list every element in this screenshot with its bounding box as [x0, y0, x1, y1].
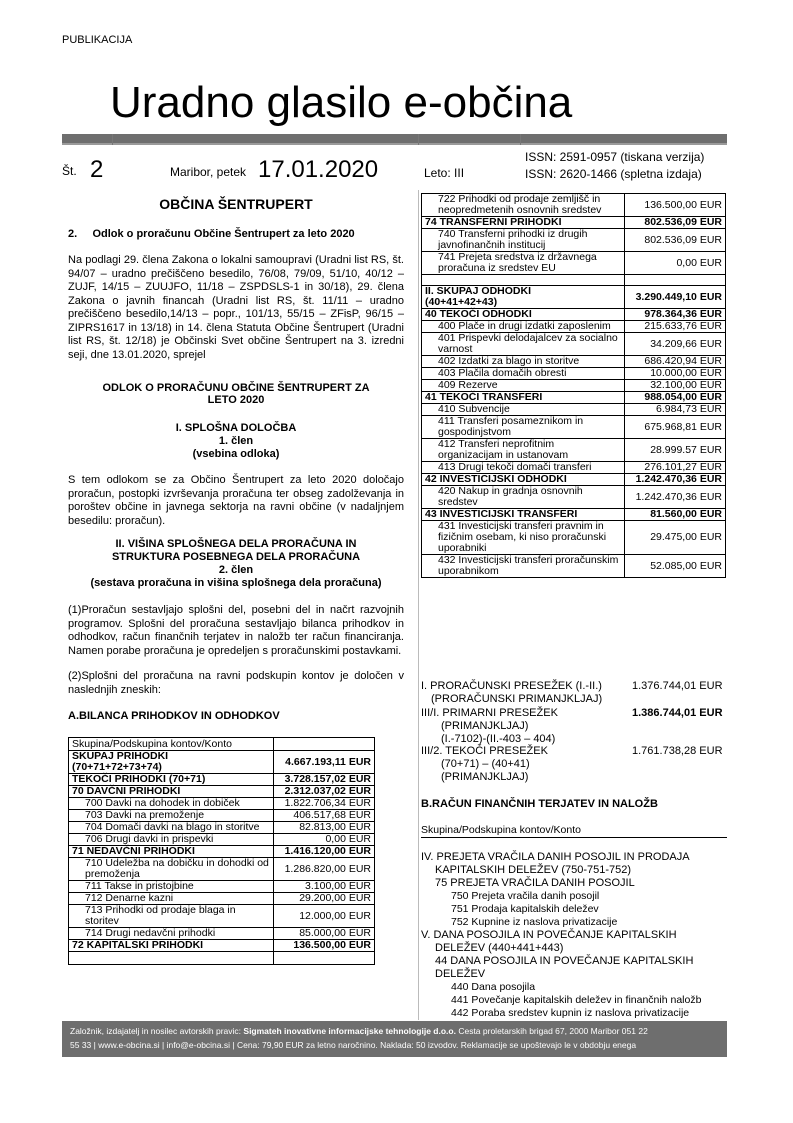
row-label: SKUPAJ PRIHODKI (70+71+72+73+74) — [69, 751, 274, 774]
decree-title-line2: LETO 2020 — [207, 394, 265, 406]
row-amount: 1.242.470,36 EUR — [625, 474, 726, 486]
row-amount: 52.085,00 EUR — [625, 555, 726, 578]
row-label: 403 Plačila domačih obresti — [422, 368, 625, 380]
row-label: 711 Takse in pristojbine — [69, 881, 274, 893]
row-amount: 3.728.157,02 EUR — [274, 774, 375, 786]
row-amount: 32.100,00 EUR — [625, 380, 726, 392]
row-label: 70 DAVČNI PRIHODKI — [69, 786, 274, 798]
row-amount: 6.984,73 EUR — [625, 404, 726, 416]
row-amount: 34.209,66 EUR — [625, 333, 726, 356]
decree-title-line1: ODLOK O PRORAČUNU OBČINE ŠENTRUPERT ZA — [102, 382, 370, 394]
row-amount: 2.312.037,02 EUR — [274, 786, 375, 798]
financial-line: V. DANA POSOJILA IN POVEČANJE KAPITALSKIH — [421, 929, 677, 941]
table-row — [422, 356, 726, 368]
table-row — [422, 286, 726, 309]
row-label: 41 TEKOČI TRANSFERI — [422, 392, 625, 404]
row-label: 412 Transferi neprofitnim organizacijam in ustanovam — [422, 439, 625, 462]
financial-line: DELEŽEV (440+441+443) — [435, 942, 564, 954]
table-row — [422, 380, 726, 392]
row-amount: 12.000,00 EUR — [274, 905, 375, 928]
row-amount: 215.633,76 EUR — [625, 321, 726, 333]
surplus-2-amount: 1.386.744,01 EUR — [632, 707, 723, 719]
row-amount: 3.290.449,10 EUR — [625, 286, 726, 309]
spacer-cell — [625, 275, 726, 286]
table-row — [69, 905, 375, 928]
footer-rest: Cena: 79,90 EUR za letno naročnino. Naklada: 50 izvodov. Reklamacije se upoštevajo le v obdobju enega — [236, 1040, 637, 1050]
table-row — [422, 309, 726, 321]
surplus-2 — [421, 707, 558, 746]
table-row — [69, 834, 375, 846]
row-amount: 1.822.706,34 EUR — [274, 798, 375, 810]
row-amount: 276.101,27 EUR — [625, 462, 726, 474]
section-1-title: I. SPLOŠNA DOLOČBA — [175, 422, 297, 434]
footer-line-2: 55 33 | www.e-obcina.si | info@e-obcina.si | Cena: 79,90 EUR za letno naročnino. Naklada: 50 izvodov. Reklamacije se upoštevajo le v obdobju enega — [70, 1040, 637, 1050]
row-label: 410 Subvencije — [422, 404, 625, 416]
row-amount: 3.100,00 EUR — [274, 881, 375, 893]
issue-label: Št. — [62, 164, 77, 178]
row-label: 402 Izdatki za blago in storitve — [422, 356, 625, 368]
table-row — [422, 555, 726, 578]
row-amount: 82.813,00 EUR — [274, 822, 375, 834]
section-1-article: 1. člen — [218, 435, 254, 447]
row-amount: 1.242.470,36 EUR — [625, 486, 726, 509]
table-row — [422, 404, 726, 416]
row-label: 713 Prihodki od prodaje blaga in storitev — [69, 905, 274, 928]
table-row — [422, 252, 726, 275]
row-amount: 10.000,00 EUR — [625, 368, 726, 380]
row-amount: 802.536,09 EUR — [625, 217, 726, 229]
budget-table-left — [68, 737, 375, 965]
section-2-title-line1: II. VIŠINA SPLOŠNEGA DELA PRORAČUNA IN — [115, 538, 357, 550]
footer-lead: Založnik, izdajatelj in nosilec avtorskih pravic: — [70, 1026, 242, 1036]
table-header-amount — [274, 738, 375, 751]
table-row — [69, 928, 375, 940]
issn-online: ISSN: 2620-1466 (spletna izdaja) — [525, 167, 702, 181]
financial-line: 750 Prejeta vračila danih posojil — [451, 890, 600, 902]
act-heading: 2. Odlok o proračunu Občine Šentrupert za leto 2020 — [68, 228, 355, 240]
row-label: 704 Domači davki na blago in storitve — [69, 822, 274, 834]
row-amount: 406.517,68 EUR — [274, 810, 375, 822]
row-amount: 988.054,00 EUR — [625, 392, 726, 404]
table-row — [69, 940, 375, 952]
intro-paragraph: Na podlagi 29. člena Zakona o lokalni samoupravi (Uradni list RS, št. 94/07 – uradno prečiščeno besedilo, 76/08, 79/09, 51/10, 40/12 – ZUJF, 14/15 – ZUUJFO, 11/18 – ZSPDSLS-1 in 30/18), 29. člena Zakona o javnih financah (Uradni list RS, št. 11/11 – uradno prečiščeno besedilo,14/13 – popr., 101/13, 55/15 – ZFisP, 96/15 – ZIPRS1617 in 13/18) in 14. člena Statuta Občine Šentrupert (Uradni list RS, št. 12/18) je Občinski Svet občine Šentrupert na 3. izredni seji, dne 13.01.2020, sprejel — [68, 254, 404, 361]
table-row — [69, 751, 375, 774]
row-label: 420 Nakup in gradnja osnovnih sredstev — [422, 486, 625, 509]
surplus-3 — [421, 745, 548, 784]
section-2-paragraph-1: (1)Proračun sestavljajo splošni del, posebni del in načrt razvojnih programov. Splošni del proračuna sestavljajo bilanca prihodkov in odhodkov, račun finančnih terjatev in naložb ter račun financiranja. Namen porabe proračuna je opredeljen s proračunskimi postavkami. — [68, 604, 404, 657]
row-label: 710 Udeležba na dobičku in dohodki od premoženja — [69, 858, 274, 881]
masthead-rule-lower — [62, 143, 727, 145]
spacer-cell — [274, 952, 375, 965]
row-amount: 4.667.193,11 EUR — [274, 751, 375, 774]
row-label: 42 INVESTICIJSKI ODHODKI — [422, 474, 625, 486]
row-label: 740 Transferni prihodki iz drugih javnofinančnih institucij — [422, 229, 625, 252]
rule-tick — [418, 134, 419, 145]
table-row — [422, 486, 726, 509]
financial-line: KAPITALSKIH DELEŽEV (750-751-752) — [435, 864, 632, 876]
spacer-row — [422, 275, 726, 286]
row-label: 712 Denarne kazni — [69, 893, 274, 905]
surplus-2-sub2: (I.-7102)-(II.-403 – 404) — [441, 733, 556, 745]
financial-lines — [421, 851, 727, 1020]
row-amount: 802.536,09 EUR — [625, 229, 726, 252]
section-2-title-line2: STRUKTURA POSEBNEGA DELA PRORAČUNA — [111, 551, 361, 563]
surplus-2-label: III/I. PRIMARNI PRESEŽEK — [421, 707, 558, 719]
financial-line: DELEŽEV — [435, 968, 486, 980]
masthead-rule — [62, 134, 727, 143]
table-row — [422, 229, 726, 252]
table-row — [69, 810, 375, 822]
table-row — [69, 798, 375, 810]
financial-title: B.RAČUN FINANČNIH TERJATEV IN NALOŽB — [421, 798, 658, 810]
footer-web-link[interactable]: www.e-obcina.si — [98, 1040, 160, 1050]
row-amount: 136.500,00 EUR — [274, 940, 375, 952]
surplus-1-sub: (PRORAČUNSKI PRIMANJKLJAJ) — [431, 693, 603, 705]
table-row — [422, 509, 726, 521]
row-label: 74 TRANSFERNI PRIHODKI — [422, 217, 625, 229]
row-label: 409 Rezerve — [422, 380, 625, 392]
financial-line: 442 Poraba sredstev kupnin iz naslova privatizacije — [451, 1007, 690, 1019]
spacer-cell — [69, 952, 274, 965]
table-row — [422, 521, 726, 555]
row-label: 401 Prispevki delodajalcev za socialno varnost — [422, 333, 625, 356]
row-label: 703 Davki na premoženje — [69, 810, 274, 822]
row-amount: 0,00 EUR — [625, 252, 726, 275]
year-label: Leto: III — [424, 166, 465, 180]
publication-label: PUBLIKACIJA — [62, 34, 133, 46]
table-row — [69, 822, 375, 834]
row-amount: 686.420,94 EUR — [625, 356, 726, 368]
row-amount: 0,00 EUR — [274, 834, 375, 846]
financial-line: 44 DANA POSOJILA IN POVEČANJE KAPITALSKIH — [435, 955, 694, 967]
row-amount: 978.364,36 EUR — [625, 309, 726, 321]
financial-line: 751 Prodaja kapitalskih deležev — [451, 903, 599, 915]
bilanca-title: A.BILANCA PRIHODKOV IN ODHODKOV — [68, 710, 280, 722]
financial-line: 440 Dana posojila — [451, 981, 536, 993]
column-divider — [418, 190, 419, 1020]
surplus-3-amount: 1.761.738,28 EUR — [632, 745, 723, 757]
masthead-title: Uradno glasilo e-občina — [110, 78, 573, 127]
row-amount: 28.999.57 EUR — [625, 439, 726, 462]
table-header: Skupina/Podskupina kontov/Konto — [69, 738, 274, 751]
table-row — [422, 392, 726, 404]
row-amount: 1.286.820,00 EUR — [274, 858, 375, 881]
row-amount: 29.475,00 EUR — [625, 521, 726, 555]
surplus-2-sub1: (PRIMANJKLJAJ) — [441, 720, 529, 732]
surplus-1-amount: 1.376.744,01 EUR — [632, 680, 723, 692]
surplus-3-sub1: (70+71) – (40+41) — [441, 758, 530, 770]
table-row — [69, 881, 375, 893]
table-row — [69, 846, 375, 858]
row-amount: 29.200,00 EUR — [274, 893, 375, 905]
row-label: 71 NEDAVČNI PRIHODKI — [69, 846, 274, 858]
section-2-heading — [62, 538, 410, 590]
row-label: 40 TEKOČI ODHODKI — [422, 309, 625, 321]
footer-bar — [62, 1021, 727, 1057]
surplus-1 — [421, 680, 602, 706]
section-2-subtitle: (sestava proračuna in višina splošnega dela proračuna) — [90, 577, 382, 589]
financial-line: 75 PREJETA VRAČILA DANIH POSOJIL — [435, 877, 635, 889]
footer-phone: 55 33 — [70, 1040, 92, 1050]
surplus-3-label: III/2. TEKOČI PRESEŽEK — [421, 745, 548, 757]
section-1-text: S tem odlokom se za Občino Šentrupert za leto 2020 določajo proračun, postopki izvrševanja proračuna ter obseg zadolževanja in poroštev občine in javnega sektorja na ravni občine (v nadaljnjem besedilu: proračun). — [68, 474, 404, 527]
table-row — [69, 893, 375, 905]
row-amount: 675.968,81 EUR — [625, 416, 726, 439]
row-label: 700 Davki na dohodek in dobiček — [69, 798, 274, 810]
section-1-subtitle: (vsebina odloka) — [192, 448, 280, 460]
row-label: 706 Drugi davki in prispevki — [69, 834, 274, 846]
footer-address: Cesta proletarskih brigad 67, 2000 Maribor 051 22 — [458, 1026, 648, 1036]
section-2-article: 2. člen — [218, 564, 254, 576]
financial-header-rule — [421, 837, 727, 838]
financial-line: IV. PREJETA VRAČILA DANIH POSOJIL IN PRODAJA — [421, 851, 690, 863]
place-date-prefix: Maribor, petek — [170, 165, 247, 179]
row-amount: 136.500,00 EUR — [625, 194, 726, 217]
table-row — [422, 462, 726, 474]
table-row — [69, 786, 375, 798]
row-label: 411 Transferi posameznikom in gospodinjstvom — [422, 416, 625, 439]
row-label: 431 Investicijski transferi pravnim in fizičnim osebam, ki niso proračunski uporabniki — [422, 521, 625, 555]
table-row — [422, 368, 726, 380]
rule-tick — [520, 134, 521, 145]
row-label: 413 Drugi tekoči domači transferi — [422, 462, 625, 474]
footer-publisher: Sigmateh inovativne informacijske tehnologije d.o.o. — [243, 1026, 456, 1036]
footer-line-1 — [70, 1024, 719, 1038]
issue-date: 17.01.2020 — [258, 156, 379, 183]
municipality-title: OBČINA ŠENTRUPERT — [159, 196, 313, 212]
row-amount: 85.000,00 EUR — [274, 928, 375, 940]
table-row — [422, 194, 726, 217]
financial-header: Skupina/Podskupina kontov/Konto — [421, 824, 581, 836]
row-label: 432 Investicijski transferi proračunskim uporabnikom — [422, 555, 625, 578]
table-row — [422, 321, 726, 333]
section-1-heading — [68, 422, 404, 461]
surplus-3-sub2: (PRIMANJKLJAJ) — [441, 771, 529, 783]
table-row — [69, 858, 375, 881]
issue-number: 2 — [90, 156, 104, 183]
issn-print: ISSN: 2591-0957 (tiskana verzija) — [525, 150, 705, 164]
decree-title — [68, 382, 404, 406]
table-row — [422, 439, 726, 462]
row-label: 400 Plače in drugi izdatki zaposlenim — [422, 321, 625, 333]
financial-line: 441 Povečanje kapitalskih deležev in finančnih naložb — [451, 994, 702, 1006]
spacer-cell — [422, 275, 625, 286]
row-label: 714 Drugi nedavčni prihodki — [69, 928, 274, 940]
footer-email-link[interactable]: info@e-obcina.si — [166, 1040, 231, 1050]
section-2-paragraph-2: (2)Splošni del proračuna na ravni podskupin kontov je določen v naslednjih zneskih: — [68, 670, 404, 696]
row-label: 741 Prejeta sredstva iz državnega proračuna iz sredstev EU — [422, 252, 625, 275]
row-label: 43 INVESTICIJSKI TRANSFERI — [422, 509, 625, 521]
row-amount: 81.560,00 EUR — [625, 509, 726, 521]
row-label: II. SKUPAJ ODHODKI (40+41+42+43) — [422, 286, 625, 309]
table-row — [422, 217, 726, 229]
table-row — [69, 774, 375, 786]
surplus-1-label: I. PRORAČUNSKI PRESEŽEK (I.-II.) — [421, 680, 602, 692]
table-row — [422, 416, 726, 439]
row-label: 72 KAPITALSKI PRIHODKI — [69, 940, 274, 952]
table-row — [422, 333, 726, 356]
financial-line: 752 Kupnine iz naslova privatizacije — [451, 916, 618, 928]
row-amount: 1.416.120,00 EUR — [274, 846, 375, 858]
budget-table-right — [421, 193, 726, 578]
row-label: TEKOČI PRIHODKI (70+71) — [69, 774, 274, 786]
table-row — [422, 474, 726, 486]
row-label: 722 Prihodki od prodaje zemljišč in neopredmetenih osnovnih sredstev — [422, 194, 625, 217]
rule-tick — [112, 134, 113, 145]
spacer-row — [69, 952, 375, 965]
